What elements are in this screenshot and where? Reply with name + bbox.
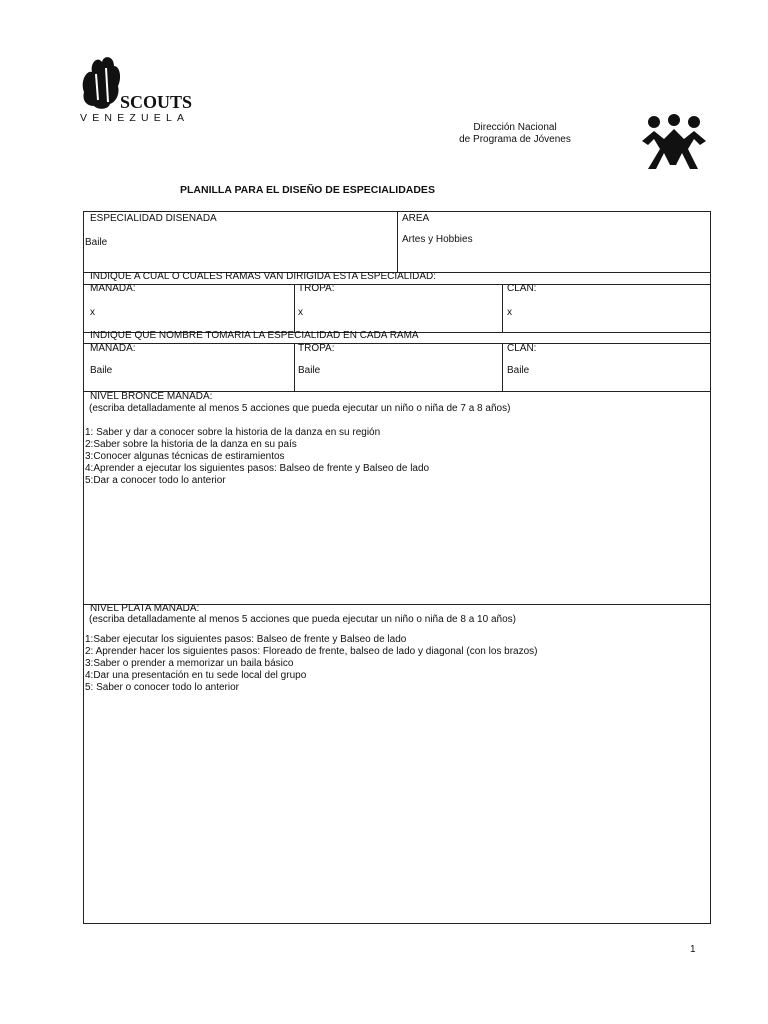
plata-item-1: 1:Saber ejecutar los siguientes pasos: Balseo de frente y Balseo de lado [85,634,407,645]
org-header [440,122,590,146]
ramas-manada-label: MANADA: [90,283,136,294]
ramas-tropa-value: x [298,307,303,318]
logo-subtitle: VENEZUELA [80,112,190,124]
bronce-item-5: 5:Dar a conocer todo lo anterior [85,475,226,486]
area-label: AREA [402,213,430,224]
plata-heading: NIVEL PLATA MANADA: [90,603,200,614]
plata-item-4: 4:Dar una presentación en tu sede local del grupo [85,670,307,681]
nombre-question: INDIQUE QUE NOMBRE TOMARIA LA ESPECIALIDAD EN CADA RAMA [90,330,419,341]
bronce-heading: NIVEL BRONCE MANADA: [90,391,213,402]
plata-item-5: 5: Saber o conocer todo lo anterior [85,682,239,693]
plata-item-2: 2: Aprender hacer los siguientes pasos: Floreado de frente, balseo de lado y diagonal (con los brazos) [85,646,538,657]
plata-instruction: (escriba detalladamente al menos 5 acciones que pueda ejecutar un niño o niña de 8 a 10 años) [89,614,516,625]
nombre-clan-value: Baile [507,365,530,376]
especialidad-label: ESPECIALIDAD DISENADA [90,213,217,224]
form-table [83,211,711,924]
area-value: Artes y Hobbies [402,234,473,245]
nombre-clan-label: CLAN: [507,343,537,354]
youth-program-logo [640,113,708,171]
document-title: PLANILLA PARA EL DISEÑO DE ESPECIALIDADES [180,184,435,196]
bronce-item-2: 2:Saber sobre la historia de la danza en su país [85,439,297,450]
ramas-clan-value: x [507,307,512,318]
nombre-tropa-value: Baile [298,365,321,376]
bronce-item-1: 1: Saber y dar a conocer sobre la historia de la danza en su región [85,427,381,438]
page-number: 1 [690,944,696,955]
svg-text:SCOUTS: SCOUTS [120,92,193,112]
ramas-clan-label: CLAN: [507,283,537,294]
bronce-item-4: 4:Aprender a ejecutar los siguientes pasos: Balseo de frente y Balseo de lado [85,463,430,474]
nombre-manada-value: Baile [90,365,113,376]
nombre-manada-label: MANADA: [90,343,136,354]
bronce-instruction: (escriba detalladamente al menos 5 acciones que pueda ejecutar un niño o niña de 7 a 8 años) [89,403,511,414]
nombre-tropa-label: TROPA: [298,343,335,354]
org-line-1: Dirección Nacional [473,122,557,133]
ramas-tropa-label: TROPA: [298,283,335,294]
org-line-2: de Programa de Jóvenes [459,134,571,145]
bronce-item-3: 3:Conocer algunas técnicas de estiramientos [85,451,285,462]
ramas-manada-value: x [90,307,95,318]
ramas-question: INDIQUE A CUAL O CUALES RAMAS VAN DIRIGIDA ESTA ESPECIALIDAD: [90,271,437,282]
especialidad-value: Baile [85,237,108,248]
plata-item-3: 3:Saber o prender a memorizar un baila básico [85,658,294,669]
